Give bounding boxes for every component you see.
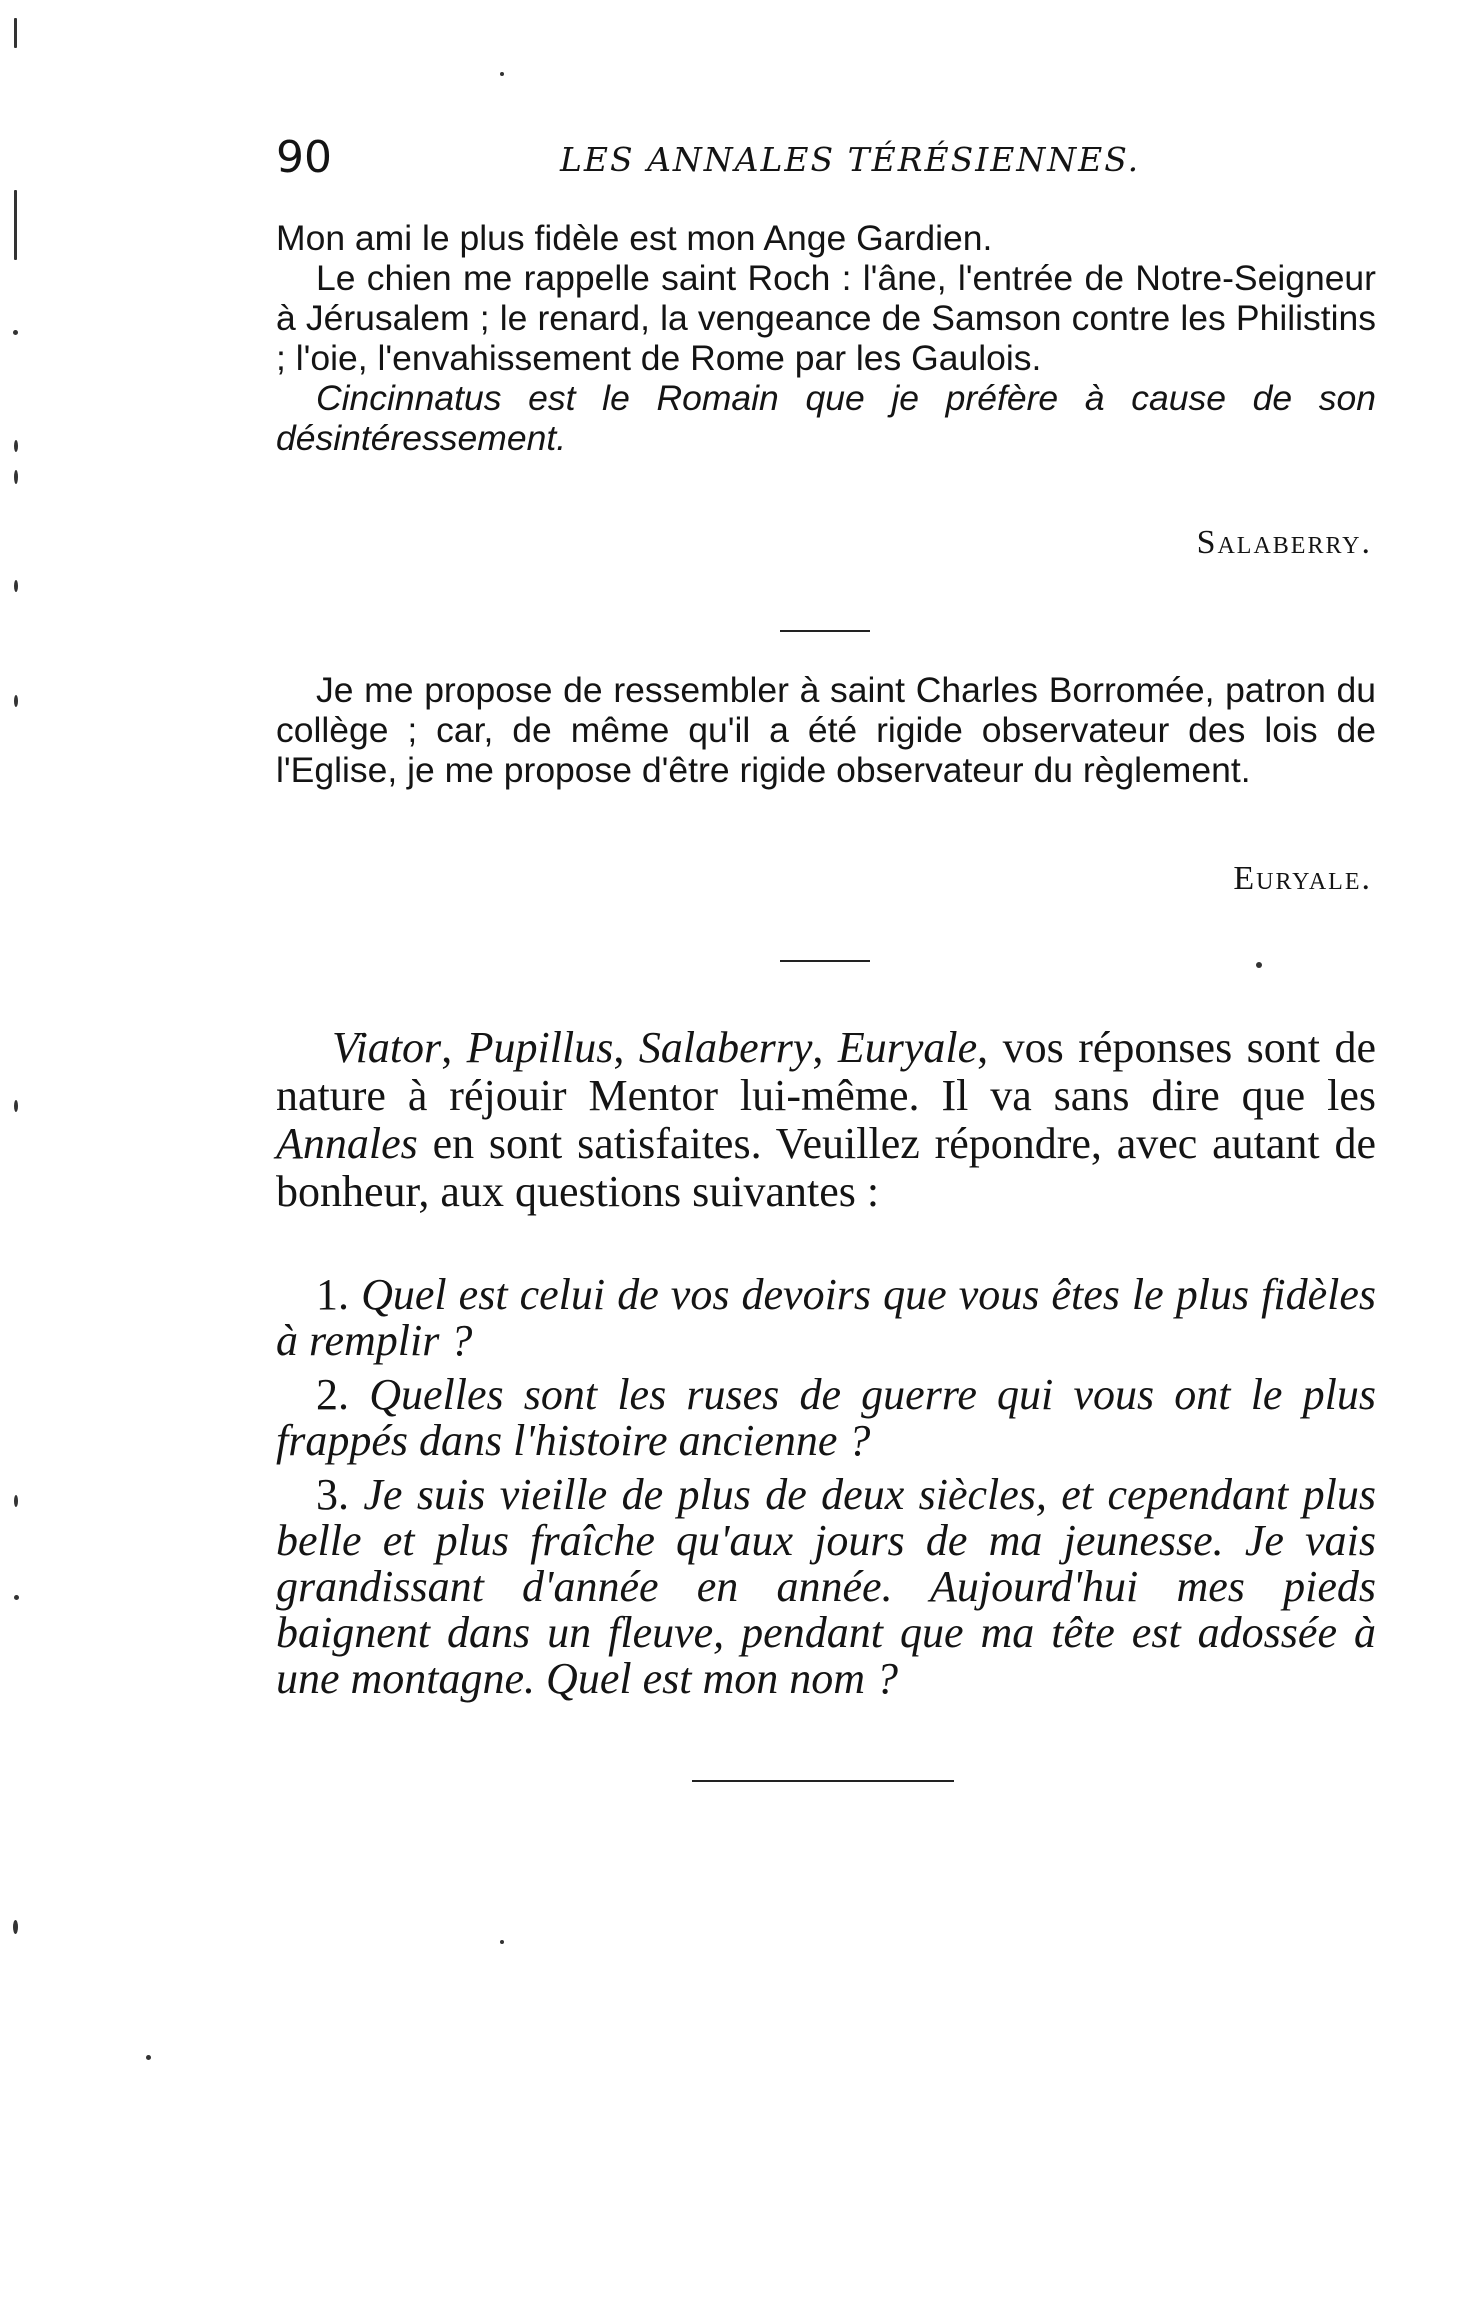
signature-euryale: Euryale. [1233, 860, 1372, 897]
page-number: 90 [276, 132, 332, 183]
question-1 [276, 1272, 1376, 1364]
scan-speck [500, 72, 504, 76]
page-header [276, 128, 1376, 188]
name-salaberry: Salaberry [638, 1023, 813, 1072]
running-title: LES ANNALES TÉRÉSIENNES. [560, 140, 1141, 179]
question-3-text: Je suis vieille de plus de deux siècles, et cependant plus belle et plus fraîche qu'aux jours de ma jeunesse. Je vais grandissant d'année en année. Aujourd'hui mes pieds baignent dans un fleuve, pendant que ma tête est adossée à une montagne. Quel est mon nom ? [276, 1470, 1377, 1703]
scan-speck [500, 1940, 504, 1944]
scan-speck [14, 190, 17, 260]
scan-speck [13, 330, 18, 335]
annales-word: Annales [276, 1119, 418, 1168]
scan-speck [14, 1595, 19, 1600]
end-rule [692, 1780, 954, 1782]
questions-list [276, 1272, 1376, 1710]
scan-speck [14, 695, 18, 707]
scan-speck [14, 1100, 18, 1112]
scan-speck [13, 1920, 18, 1934]
scan-speck [146, 2055, 151, 2060]
section-one-text [276, 218, 1376, 458]
name-euryale: Euryale [837, 1023, 978, 1072]
name-viator: Viator [332, 1023, 442, 1072]
question-1-number: 1. [316, 1270, 349, 1319]
scan-speck [14, 1495, 18, 1507]
intro-text-part1: vos réponses sont de nature à réjouir Mentor lui-même. Il va sans dire que les [276, 1023, 1377, 1120]
scan-speck [14, 580, 18, 592]
separator-rule-2 [780, 960, 870, 962]
intro-text-part2: en sont satisfaites. Veuillez répondre, avec autant de bonheur, aux questions suivantes : [276, 1119, 1376, 1216]
signature-salaberry: Salaberry. [1196, 524, 1372, 561]
question-3-number: 3. [316, 1470, 349, 1519]
question-3 [276, 1472, 1376, 1702]
paragraph-cincinnatus: Cincinnatus est le Romain que je préfère à cause de son désintéressement. [276, 378, 1376, 458]
scan-speck [14, 18, 17, 48]
section-three-intro [276, 1024, 1376, 1216]
question-2-number: 2. [316, 1370, 349, 1419]
intro-paragraph: Viator, Pupillus, Salaberry, Euryale, vos réponses sont de nature à réjouir Mentor lui-même. Il va sans dire que les Annales en sont satisfaites. Veuillez répondre, avec autant de bonheur, aux questions suivantes : [276, 1023, 1377, 1216]
scan-speck [14, 470, 18, 484]
paragraph-animaux: Le chien me rappelle saint Roch : l'âne, l'entrée de Notre-Seigneur à Jérusalem ; le renard, la vengeance de Samson contre les Philistins ; l'oie, l'envahissement de Rome par les Gaulois. [276, 258, 1376, 378]
question-2 [276, 1372, 1376, 1464]
scan-speck [14, 440, 18, 452]
name-pupillus: Pupillus [466, 1023, 614, 1072]
separator-rule-1 [780, 630, 870, 632]
paragraph-ange-gardien: Mon ami le plus fidèle est mon Ange Gardien. [276, 218, 993, 258]
scan-speck [1256, 962, 1262, 968]
section-two-text [276, 670, 1376, 790]
paragraph-borromee: Je me propose de ressembler à saint Charles Borromée, patron du collège ; car, de même qu'il a été rigide observateur des lois de l'Eglise, je me propose d'être rigide observateur du règlement. [276, 670, 1376, 790]
question-1-text: Quel est celui de vos devoirs que vous êtes le plus fidèles à remplir ? [276, 1270, 1377, 1365]
question-2-text: Quelles sont les ruses de guerre qui vous ont le plus frappés dans l'histoire ancienne ? [276, 1370, 1376, 1465]
